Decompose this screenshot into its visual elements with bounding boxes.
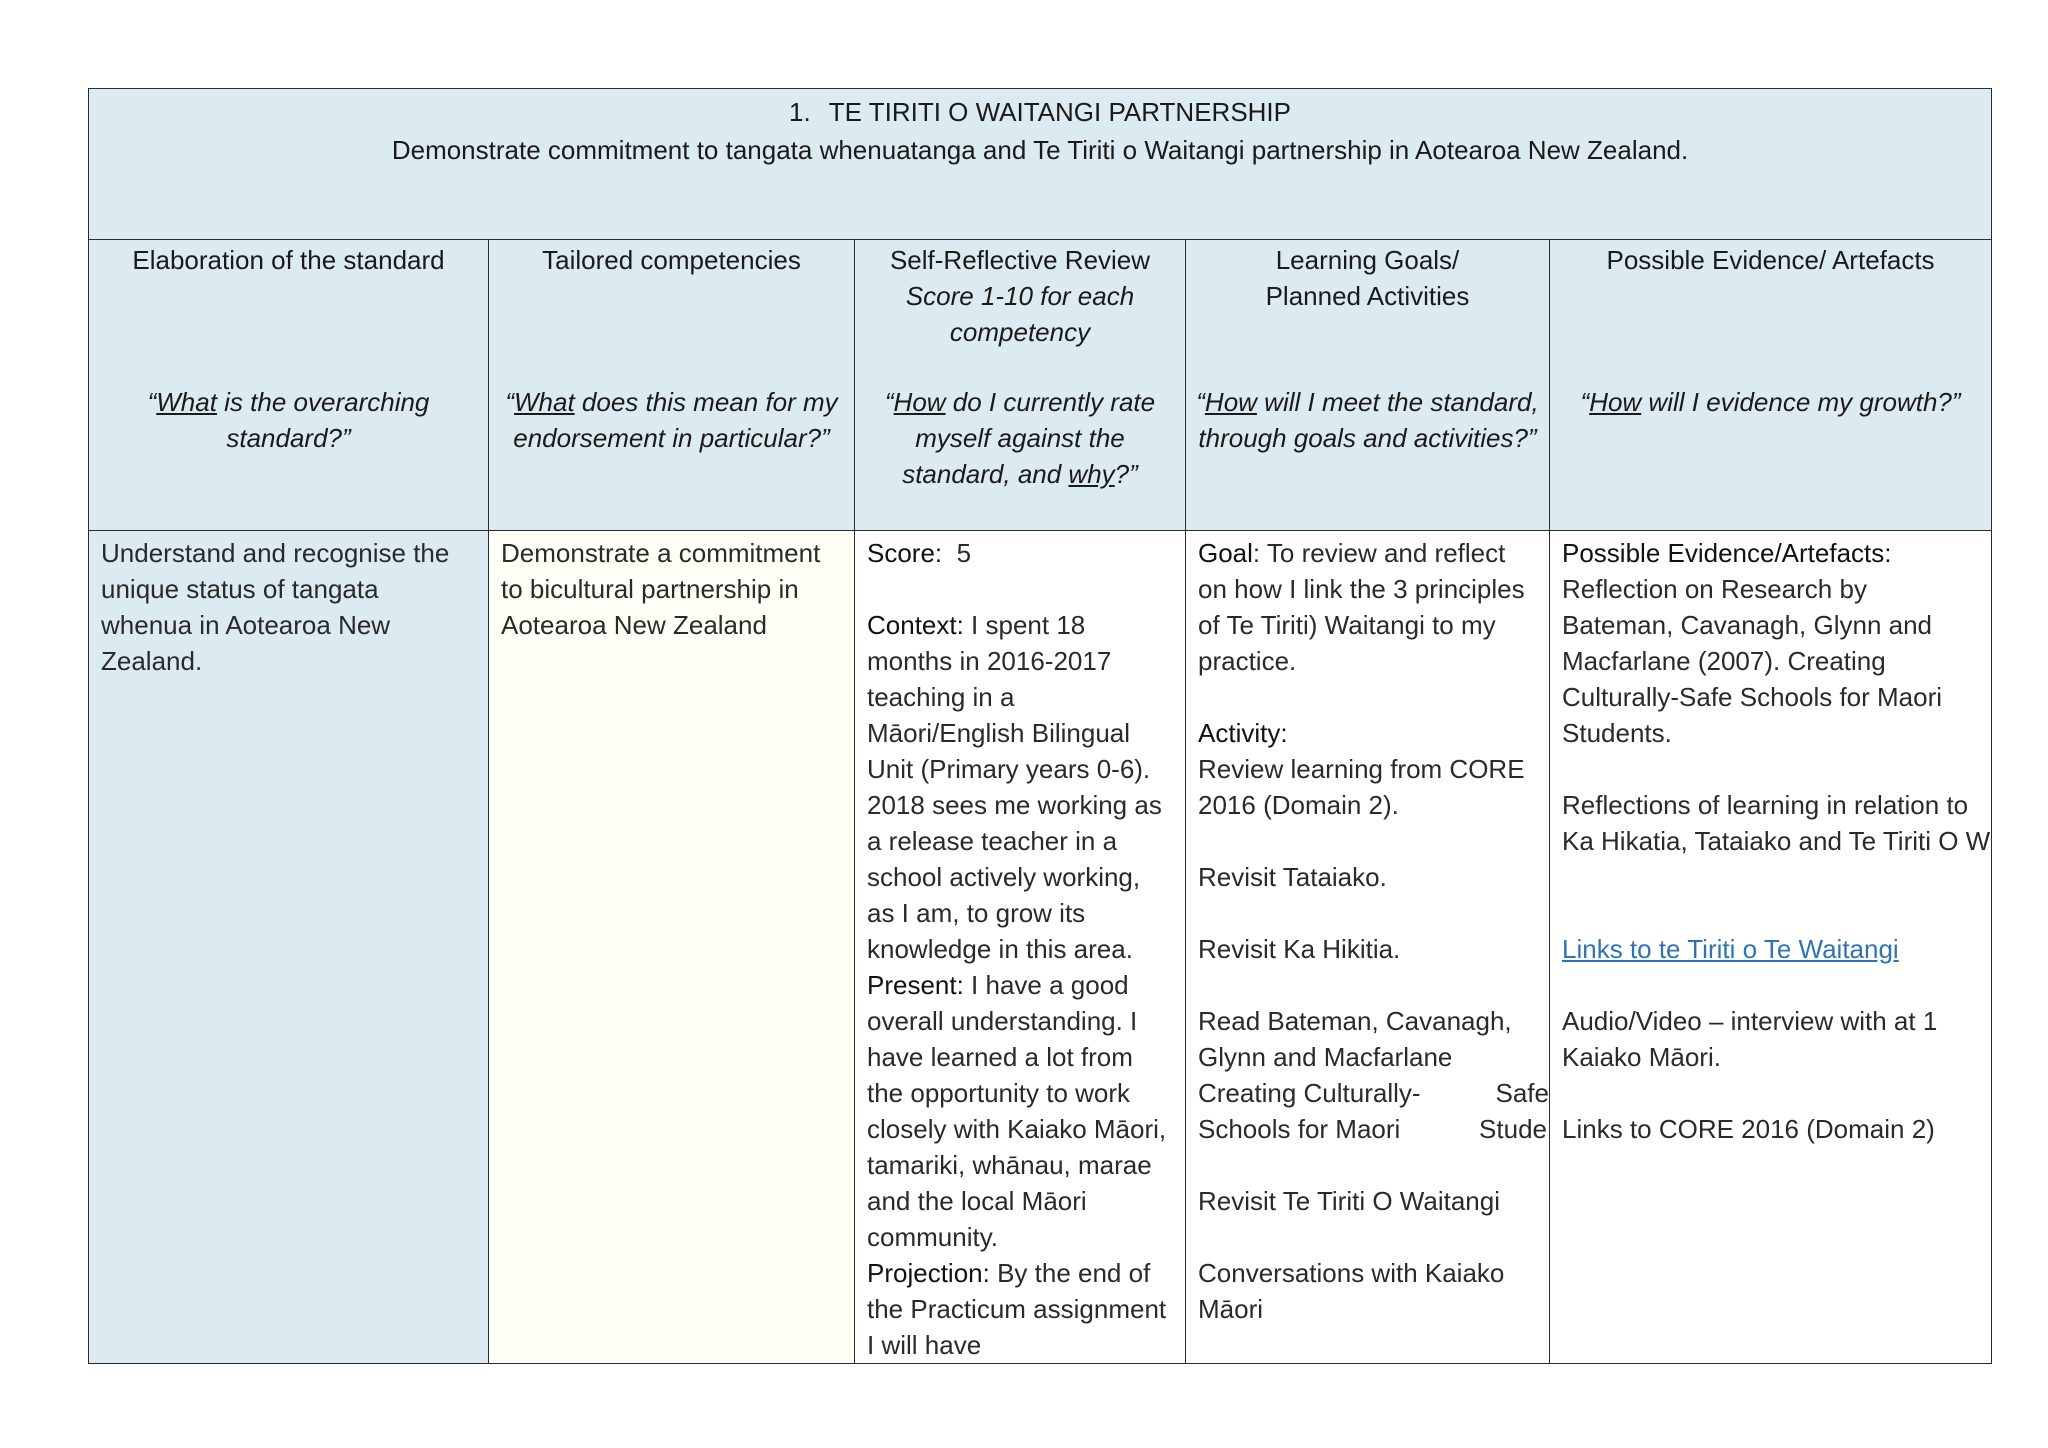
context-paragraph: [867, 607, 1173, 967]
activity-item: Revisit Tataiako.: [1198, 862, 1387, 892]
spacer: [1562, 967, 1979, 1003]
spacer: [1198, 679, 1537, 715]
tiriti-link[interactable]: Links to te Tiriti o Te Waitangi: [1562, 934, 1899, 964]
standard-title-cell: [89, 89, 1992, 240]
activity-fragment: Safe: [1495, 1078, 1549, 1108]
title-row: [89, 89, 1992, 240]
elaboration-text: Understand and recognise the unique status of tangata whenua in Aotearoa New Zealand.: [101, 538, 450, 676]
spacer: [1562, 1075, 1979, 1111]
question-keyword: How: [1204, 387, 1257, 417]
activity-item: Read Bateman, Cavanagh, Glynn and Macfarlane: [1198, 1006, 1512, 1072]
context-text: I spent 18 months in 2016-2017 teaching in a Māori/English Bilingual Unit (Primary years 0-6). 2018 sees me working as a release teacher in a school actively working, as I am, to grow its knowledge in this area.: [867, 610, 1162, 964]
column-title: Tailored competencies: [542, 245, 801, 275]
spacer: [1562, 895, 1979, 931]
evidence-item: Reflections of learning in relation to: [1562, 790, 1969, 820]
activity-item-justified: [1198, 1075, 1549, 1111]
question-keyword: How: [1589, 387, 1642, 417]
competency-text: Demonstrate a commitment to bicultural partnership in Aotearoa New Zealand: [501, 538, 821, 640]
column-subtitle: Score 1-10 for each competency: [905, 281, 1135, 347]
column-question: [497, 384, 846, 456]
standard-heading-text: TE TIRITI O WAITANGI PARTNERSHIP: [828, 97, 1291, 127]
evidence-item: Ka Hikatia, Tataiako and Te Tiriti O W: [1562, 826, 1991, 856]
score-value: 5: [956, 538, 972, 568]
column-header-competencies: [489, 240, 855, 531]
column-title: Possible Evidence/ Artefacts: [1606, 245, 1935, 275]
question-keyword-why: why: [1068, 459, 1115, 489]
activity-label: Activity:: [1198, 718, 1288, 748]
activity-fragment: Creating Culturally-: [1198, 1078, 1421, 1108]
evidence-link-wrap: [1562, 931, 1979, 967]
spacer: [1198, 895, 1537, 931]
quote-open: “: [1580, 387, 1590, 417]
column-question: [863, 384, 1177, 492]
content-row: [89, 531, 1992, 1364]
quote-open: “: [505, 387, 514, 417]
spacer: [1562, 751, 1979, 787]
column-header-elaboration: [89, 240, 489, 531]
evidence-label: Possible Evidence/Artefacts:: [1562, 538, 1892, 568]
column-header-goals: [1186, 240, 1550, 531]
evidence-item: Reflection on Research by Bateman, Cavanagh, Glynn and Macfarlane (2007). Creating Culturally-Safe Schools for Maori Students.: [1562, 574, 1943, 748]
question-text: will I evidence my growth?”: [1641, 387, 1961, 417]
question-text: do I currently rate myself against the standard, and: [902, 387, 1156, 489]
column-title: Self-Reflective Review: [889, 245, 1151, 275]
column-question: [97, 384, 480, 456]
question-text: is the overarching standard?”: [216, 387, 430, 453]
column-header-evidence: [1550, 240, 1992, 531]
question-keyword: What: [156, 387, 217, 417]
column-title: Elaboration of the standard: [132, 245, 445, 275]
standard-number: 1.: [789, 97, 811, 127]
evidence-cell: [1550, 531, 1992, 1364]
column-title: [1186, 240, 1549, 314]
goals-cell: [1186, 531, 1550, 1364]
competency-cell: [489, 531, 855, 1364]
spacer: [1198, 967, 1537, 1003]
evidence-item: Links to CORE 2016 (Domain 2): [1562, 1114, 1935, 1144]
spacer: [1562, 859, 1979, 895]
standard-description: Demonstrate commitment to tangata whenuatanga and Te Tiriti o Waitangi partnership in Aotearoa New Zealand.: [391, 135, 1689, 165]
activity-item: Conversations with Kaiako Māori: [1198, 1258, 1505, 1324]
activity-fragment: Schools for Maori: [1198, 1114, 1401, 1144]
column-title-line1: Learning Goals/: [1275, 245, 1460, 275]
column-header-row: [89, 240, 1992, 531]
elaboration-cell: [89, 531, 489, 1364]
context-label: Context:: [867, 610, 964, 640]
column-title-line2: Planned Activities: [1265, 281, 1470, 311]
spacer: [1198, 1219, 1537, 1255]
activity-item: Revisit Te Tiriti O Waitangi: [1198, 1186, 1500, 1216]
spacer: [1198, 823, 1537, 859]
question-text: does this mean for my endorsement in particular?”: [513, 387, 838, 453]
projection-text: By the end of the Practicum assignment I will have: [867, 1258, 1167, 1360]
standard-heading: [89, 89, 1991, 131]
present-paragraph: [867, 967, 1173, 1255]
projection-label: Projection:: [867, 1258, 990, 1288]
goal-text: : To review and reflect on how I link the 3 principles of Te Tiriti) Waitangi to my practice.: [1198, 538, 1525, 676]
question-keyword: What: [513, 387, 575, 417]
present-label: Present:: [867, 970, 964, 1000]
standard-table: [88, 88, 1992, 1364]
spacer: [867, 571, 1173, 607]
activity-item: Review learning from CORE 2016 (Domain 2).: [1198, 754, 1525, 820]
question-end: ?”: [1114, 459, 1138, 489]
goal-paragraph: [1198, 535, 1537, 679]
column-question: [1194, 384, 1541, 456]
projection-paragraph: [867, 1255, 1173, 1363]
activity-item-justified: [1198, 1111, 1547, 1147]
evidence-item: Audio/Video – interview with at 1 Kaiako Māori.: [1562, 1006, 1938, 1072]
quote-open: “: [884, 387, 894, 417]
question-text: will I meet the standard, through goals and activities?”: [1198, 387, 1539, 453]
column-question: [1558, 384, 1983, 420]
column-header-review: [855, 240, 1186, 531]
spacer: [1198, 1147, 1537, 1183]
goal-label: Goal: [1198, 538, 1253, 568]
activity-fragment: Stude: [1479, 1114, 1547, 1144]
quote-open: “: [1196, 387, 1205, 417]
activity-item: Revisit Ka Hikitia.: [1198, 934, 1401, 964]
quote-open: “: [147, 387, 157, 417]
present-text: I have a good overall understanding. I have learned a lot from the opportunity to work closely with Kaiako Māori, tamariki, whānau, marae and the local Māori community.: [867, 970, 1167, 1252]
score-label: Score:: [867, 538, 943, 568]
score-line: [867, 535, 1173, 571]
question-keyword: How: [893, 387, 946, 417]
review-cell: [855, 531, 1186, 1364]
